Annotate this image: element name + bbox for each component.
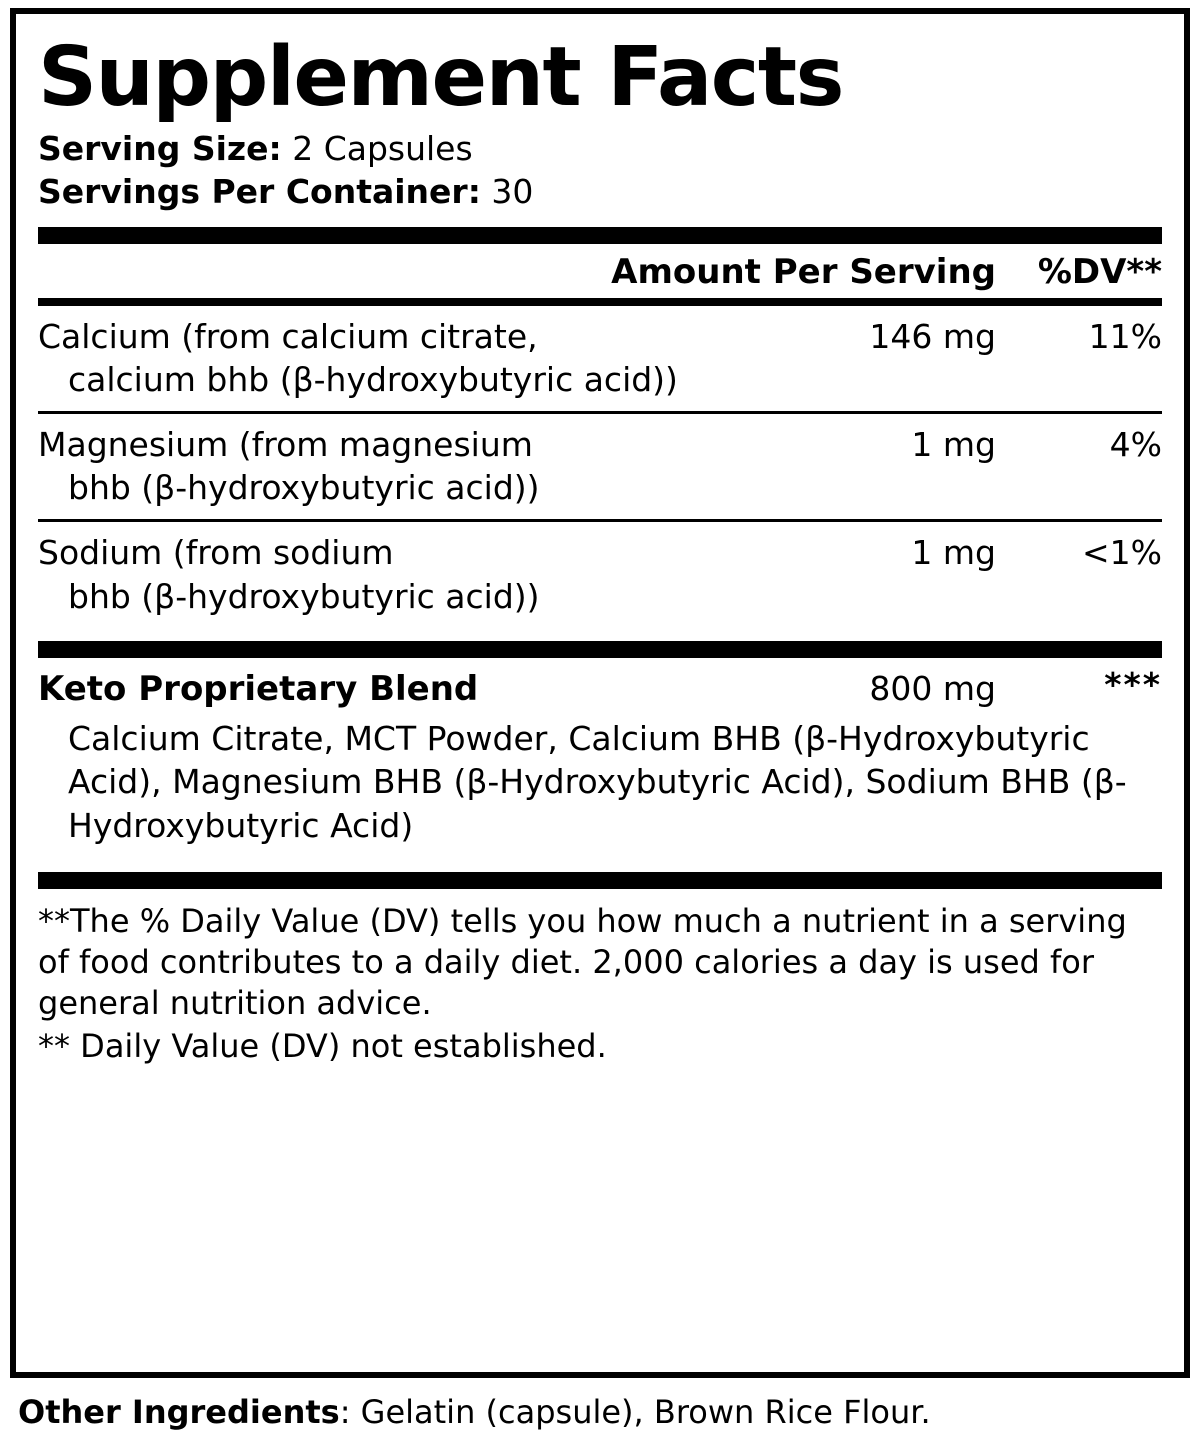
nutrient-dv: <1% (1081, 533, 1162, 573)
servings-per-container-label: Servings Per Container: (38, 171, 481, 211)
blend-ingredients: Calcium Citrate, MCT Powder, Calcium BHB (β-Hydroxybutyric Acid), Magnesium BHB (β-Hydroxybutyric Acid), Sodium BHB (β-Hydroxybutyric Acid) (68, 718, 1127, 846)
nutrient-name-line2: bhb (β-hydroxybutyric acid)) (68, 576, 540, 616)
serving-information (38, 128, 1162, 212)
footnotes (38, 889, 1162, 1067)
serving-size-label: Serving Size: (38, 129, 282, 169)
nutrient-name-line2: bhb (β-hydroxybutyric acid)) (68, 468, 540, 508)
other-ingredients-value: : Gelatin (capsule), Brown Rice Flour. (339, 1393, 931, 1431)
nutrient-dv: 11% (1088, 316, 1162, 356)
blend-name: Keto Proprietary Blend (38, 669, 479, 710)
other-ingredients (18, 1392, 1188, 1432)
table-row (38, 414, 1162, 519)
servings-per-container-line (38, 171, 1162, 213)
divider-thick-top (38, 227, 1162, 244)
blend-dv: *** (1104, 665, 1162, 705)
nutrient-amount: 146 mg (869, 316, 996, 356)
supplement-facts-panel (0, 8, 1200, 1456)
nutrient-name-line1: Sodium (from sodium (38, 533, 394, 573)
blend-amount: 800 mg (869, 669, 996, 709)
nutrient-amount: 1 mg (911, 533, 996, 573)
nutrient-name-line1: Magnesium (from magnesium (38, 424, 533, 464)
table-header-row (38, 244, 1162, 298)
divider-thick-footnotes (38, 872, 1162, 889)
serving-size-value: 2 Capsules (281, 129, 473, 169)
serving-size-line (38, 128, 1162, 170)
supplement-facts-box (10, 8, 1190, 1378)
footnote-dv-not-established: ** Daily Value (DV) not established. (38, 1027, 607, 1066)
other-ingredients-label: Other Ingredients (18, 1393, 340, 1431)
divider-thick-blend-top (38, 641, 1162, 658)
nutrient-name (38, 315, 766, 402)
divider-under-header (38, 298, 1162, 306)
table-row (38, 522, 1162, 627)
page-title: Supplement Facts (38, 30, 843, 125)
footnote-dv-explanation: **The % Daily Value (DV) tells you how much a nutrient in a serving of food contributes to a daily diet. 2,000 calories a day is used for general nutrition advice. (38, 902, 1127, 1023)
table-row (38, 306, 1162, 411)
nutrient-dv: 4% (1109, 424, 1162, 464)
nutrient-name (38, 531, 766, 618)
nutrient-amount: 1 mg (911, 424, 996, 464)
nutrient-name (38, 423, 766, 510)
nutrient-name-line2: calcium bhb (β-hydroxybutyric acid)) (68, 360, 678, 400)
servings-per-container-value: 30 (480, 171, 534, 211)
proprietary-blend-row (38, 658, 1162, 713)
nutrient-name-line1: Calcium (from calcium citrate, (38, 316, 538, 356)
column-header-dv: %DV** (1037, 251, 1162, 292)
column-header-amount: Amount Per Serving (611, 251, 996, 292)
